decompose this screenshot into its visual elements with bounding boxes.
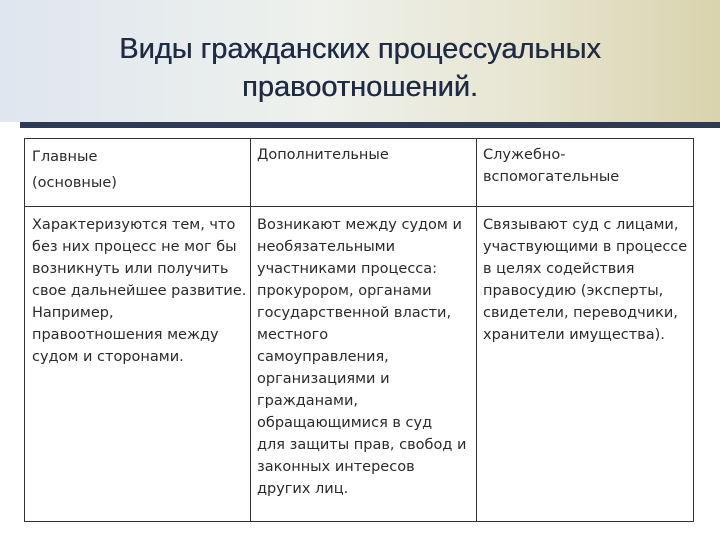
header-additional: Дополнительные: [257, 147, 389, 163]
slide-title-line-2: правоотношений.: [242, 71, 478, 103]
cell-auxiliary-description: Связывают суд с лицами, участвующими в процессе в целях содействия правосудию (эксперты, свидетели, переводчики, хранители имущества).: [483, 217, 688, 343]
slide-title: [0, 30, 720, 106]
title-divider: [20, 122, 720, 128]
header-main: Главные (основные): [32, 149, 117, 191]
slide-title-line-1: Виды гражданских процессуальных: [119, 33, 601, 65]
cell-main-description: Характеризуются тем, что без них процесс не мог бы возникнуть или получить свое дальнейшее развитие. Например, правоотношения между судом и сторонами.: [32, 217, 247, 365]
header-divider: [25, 206, 693, 207]
relations-table: [24, 138, 694, 522]
header-auxiliary: Служебно- вспомогательные: [483, 147, 620, 185]
cell-additional-description: Возникают между судом и необязательными участниками процесса: прокурором, органами государственной власти, местного самоуправления, организациями и гражданами, обращающимися в суд для защиты прав, свобод и законных интересов других лиц.: [257, 217, 467, 497]
